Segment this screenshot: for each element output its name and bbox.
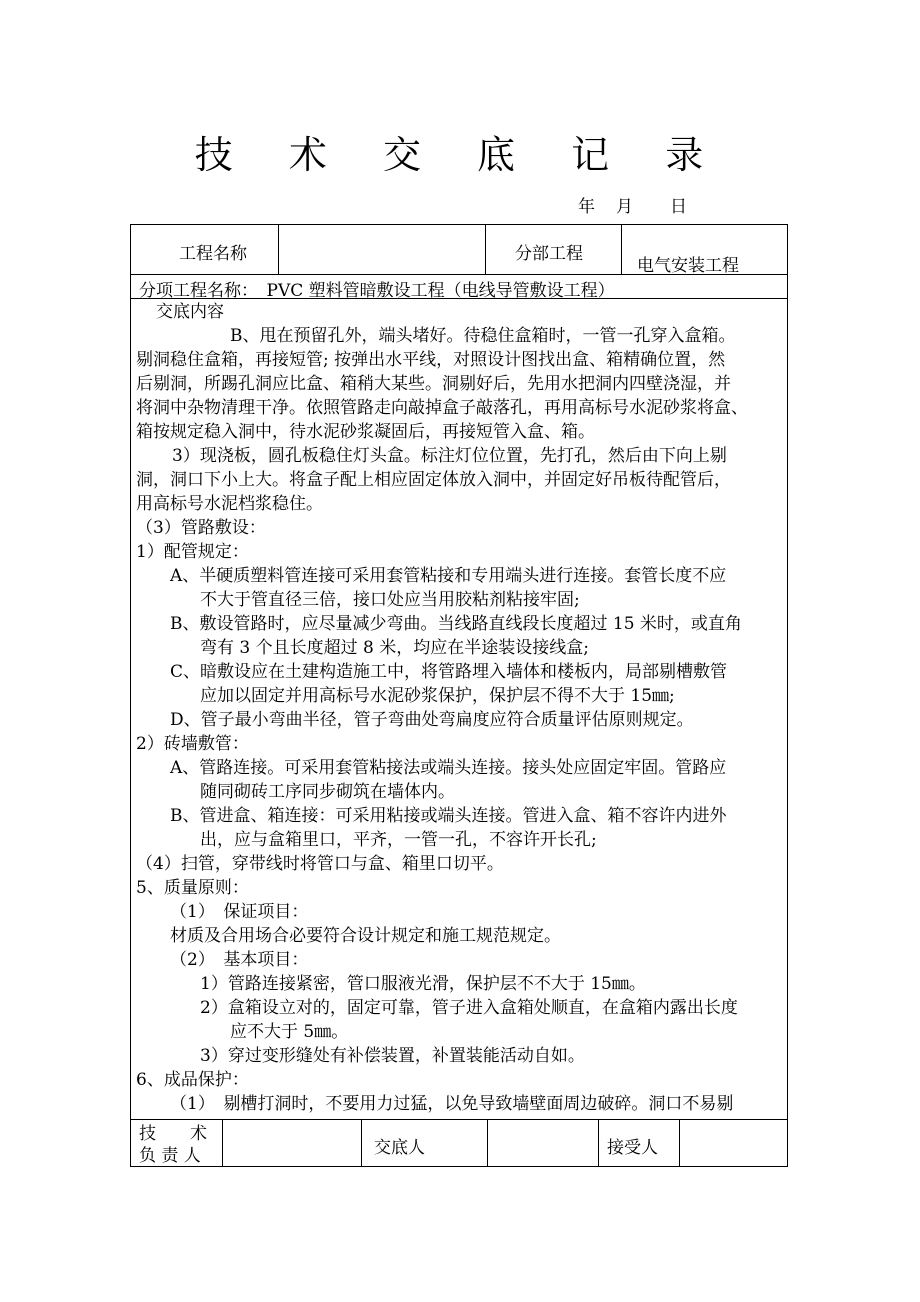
col-divider [598, 1119, 599, 1167]
content-line: 用高标号水泥档浆稳住。 [136, 494, 323, 514]
content-line: 出，应与盒箱里口，平齐，一管一孔，不容许开长孔; [200, 830, 597, 850]
project-name-label: 工程名称 [179, 244, 247, 264]
tech-lead-label-line1: 技 术 [139, 1124, 207, 1144]
col-divider [621, 225, 622, 274]
content-line: 2）砖墙敷管： [136, 734, 249, 754]
content-line: 材质及合用场合必要符合设计规定和施工规范规定。 [170, 926, 561, 946]
date-day: 日 [670, 197, 687, 217]
subitem-name: 分项工程名称： PVC 塑料管暗敷设工程（电线导管敷设工程） [139, 281, 615, 301]
col-divider [487, 1119, 488, 1167]
disclosure-content [136, 300, 784, 1116]
content-line: 应不大于 5㎜。 [230, 1022, 349, 1042]
row-divider [131, 1119, 787, 1120]
discloser-label: 交底人 [374, 1138, 425, 1158]
content-line: （1） 保证项目： [170, 902, 309, 922]
content-line: 将洞中杂物清理干净。依照管路走向敲掉盒子敲落孔，再用高标号水泥砂浆将盒、 [136, 398, 748, 418]
tech-lead-label-line2: 负 责 人 [139, 1146, 201, 1166]
content-line: B、甩在预留孔外，端头堵好。待稳住盒箱时，一管一孔穿入盒箱。 [230, 326, 736, 346]
receiver-label: 接受人 [607, 1138, 658, 1158]
content-line: B、敷设管路时，应尽量减少弯曲。当线路直线段长度超过 15 米时，或直角 [170, 614, 742, 634]
col-divider [361, 1119, 362, 1167]
content-line: 1）配管规定： [136, 542, 249, 562]
content-line: 箱按规定稳入洞中，待水泥砂浆凝固后，再接短管入盒、箱。 [136, 422, 595, 442]
document-title: 技 术 交 底 记 录 [194, 133, 726, 177]
tech-lead-label [139, 1123, 207, 1167]
content-line: 后剔洞，所踢孔洞应比盒、箱稍大某些。洞剔好后，先用水把洞内四壁浇湿，并 [136, 374, 731, 394]
col-divider [278, 225, 279, 274]
content-line: 随同砌砖工序同步砌筑在墙体内。 [200, 782, 455, 802]
division-value: 电气安装工程 [637, 256, 739, 276]
content-line: 不大于管直径三倍，接口处应当用胶粘剂粘接牢固; [200, 590, 580, 610]
content-line: 6、成品保护： [136, 1070, 249, 1090]
col-divider [222, 1119, 223, 1167]
content-line: （2） 基本项目： [170, 950, 309, 970]
content-line: 2）盒箱设立对的，固定可靠，管子进入盒箱处顺直，在盒箱内露出长度 [200, 998, 738, 1018]
content-line: 弯有 3 个且长度超过 8 米，均应在半途装设接线盒; [200, 638, 589, 658]
col-divider [679, 1119, 680, 1167]
content-line: B、管进盒、箱连接：可采用粘接或端头连接。管进入盒、箱不容许内进外 [170, 806, 727, 826]
content-line: C、暗敷设应在土建构造施工中，将管路埋入墙体和楼板内，局部剔槽敷管 [170, 662, 728, 682]
content-line: （3）管路敷设： [136, 518, 266, 538]
date-month: 月 [616, 197, 633, 217]
content-heading: 交底内容 [156, 302, 224, 322]
date-year: 年 [578, 197, 595, 217]
content-line: A、半硬质塑料管连接可采用套管粘接和专用端头进行连接。套管长度不应 [170, 566, 727, 586]
content-line: 应加以固定并用高标号水泥砂浆保护，保护层不得不大于 15㎜; [200, 686, 675, 706]
content-line: 5、质量原则： [136, 878, 249, 898]
content-line: D、管子最小弯曲半径，管子弯曲处弯扁度应符合质量评估原则规定。 [170, 710, 694, 730]
division-label: 分部工程 [515, 244, 583, 264]
content-line: （1） 剔槽打洞时，不要用力过猛，以免导致墙壁面周边破碎。洞口不易剔 [170, 1094, 734, 1114]
content-line: 3）现浇板，圆孔板稳住灯头盒。标注灯位位置，先打孔，然后由下向上剔 [172, 446, 727, 466]
content-line: 1）管路连接紧密，管口服液光滑，保护层不不大于 15㎜。 [200, 974, 646, 994]
content-line: 剔洞稳住盒箱，再接短管; 按弹出水平线，对照设计图找出盒、箱精确位置，然 [136, 350, 726, 370]
content-line: A、管路连接。可采用套管粘接法或端头连接。接头处应固定牢固。管路应 [170, 758, 727, 778]
content-line: 3）穿过变形缝处有补偿装置，补置装能活动自如。 [200, 1046, 585, 1066]
content-line: （4）扫管，穿带线时将管口与盒、箱里口切平。 [136, 854, 504, 874]
content-line: 洞，洞口下小上大。将盒子配上相应固定体放入洞中，并固定好吊板待配管后， [136, 470, 731, 490]
col-divider [485, 225, 486, 274]
